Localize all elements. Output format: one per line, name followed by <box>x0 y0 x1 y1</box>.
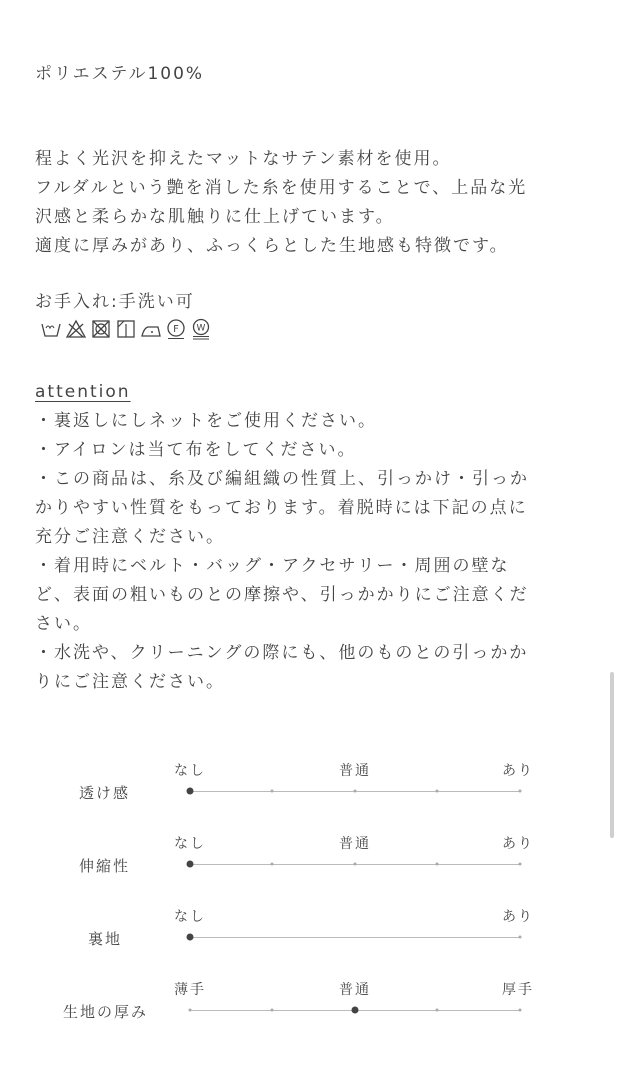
svg-text:W: W <box>196 323 206 334</box>
scale-dot <box>436 863 439 866</box>
scale-row-thickness <box>0 977 618 1047</box>
scale-left-text: 薄手 <box>174 982 206 998</box>
attention-line: ・アイロンは当て布をしてください。 <box>35 440 357 460</box>
scale-label: 裏地 <box>87 930 122 948</box>
scale-dot <box>436 1009 439 1012</box>
attention-line: ・着用時にベルト・バッグ・アクセサリー・周囲の壁な <box>35 556 510 576</box>
attention-line: ・この商品は、糸及び編組織の性質上、引っかけ・引っか <box>35 469 529 489</box>
scale-label: 透け感 <box>78 784 130 802</box>
scale-middle-text: 普通 <box>339 836 371 852</box>
attention-line: ど、表面の粗いものとの摩擦や、引っかかりにご注意くだ <box>35 585 529 605</box>
attention-line: ・裏返しにしネットをご使用ください。 <box>35 411 377 431</box>
attention-section <box>35 378 580 697</box>
scale-track <box>190 937 520 938</box>
scale-row-lining <box>0 904 618 974</box>
wet-clean-w-icon <box>190 318 212 340</box>
dry-clean-f-icon <box>165 318 187 340</box>
scale-selected-dot <box>187 788 194 795</box>
scale-selected-dot <box>187 934 194 941</box>
material-text <box>35 60 580 89</box>
material-line: ポリエステル100% <box>35 64 205 84</box>
description-line: 沢感と柔らかな肌触りに仕上げています。 <box>35 207 395 227</box>
scale-right-text: 厚手 <box>502 982 534 998</box>
description-line: 程よく光沢を抑えたマットなサテン素材を使用。 <box>35 149 452 169</box>
scale-dot <box>354 790 357 793</box>
care-label: お手入れ:手洗い可 <box>35 292 195 312</box>
attention-line: ・水洗や、クリーニングの際にも、他のものとの引っかか <box>35 643 529 663</box>
scale-dot <box>519 936 522 939</box>
description <box>35 145 580 261</box>
scale-row-stretch <box>0 831 618 901</box>
scale-selected-dot <box>352 1007 359 1014</box>
care-icons <box>40 318 212 340</box>
scale-left-text: なし <box>174 763 206 779</box>
scrollbar[interactable] <box>610 672 614 838</box>
scale-label: 伸縮性 <box>78 857 130 875</box>
scale-dot <box>271 790 274 793</box>
description-line: フルダルという艶を消した糸を使用することで、上品な光 <box>35 178 528 198</box>
scale-selected-dot <box>187 861 194 868</box>
scale-left-text: なし <box>174 909 206 925</box>
attention-line: りにご注意ください。 <box>35 672 225 692</box>
iron-low-icon <box>140 318 162 340</box>
scale-dot <box>354 863 357 866</box>
care-section <box>35 288 580 317</box>
scale-dot <box>519 790 522 793</box>
attention-line: かりやすい性質をもっております。着脱時には下記の点に <box>35 498 528 518</box>
hand-wash-icon <box>40 318 62 340</box>
scale-right-text: あり <box>502 763 534 779</box>
line-dry-shade-icon <box>115 318 137 340</box>
scale-dot <box>189 1009 192 1012</box>
scale-dot <box>519 863 522 866</box>
no-bleach-icon <box>65 318 87 340</box>
attention-line: 充分ご注意ください。 <box>35 527 225 547</box>
scale-left-text: なし <box>174 836 206 852</box>
scale-middle-text: 普通 <box>339 982 371 998</box>
scale-label: 生地の厚み <box>62 1003 148 1021</box>
scale-dot <box>271 1009 274 1012</box>
scale-dot <box>519 1009 522 1012</box>
attention-title: attention <box>35 382 131 402</box>
scale-row-transparency <box>0 758 618 828</box>
scale-middle-text: 普通 <box>339 763 371 779</box>
svg-text:F: F <box>173 324 179 335</box>
description-line: 適度に厚みがあり、ふっくらとした生地感も特徴です。 <box>35 236 509 256</box>
scale-right-text: あり <box>502 909 534 925</box>
scale-right-text: あり <box>502 836 534 852</box>
scale-dot <box>436 790 439 793</box>
no-tumble-dry-icon <box>90 318 112 340</box>
attention-line: さい。 <box>35 614 92 634</box>
scale-dot <box>271 863 274 866</box>
